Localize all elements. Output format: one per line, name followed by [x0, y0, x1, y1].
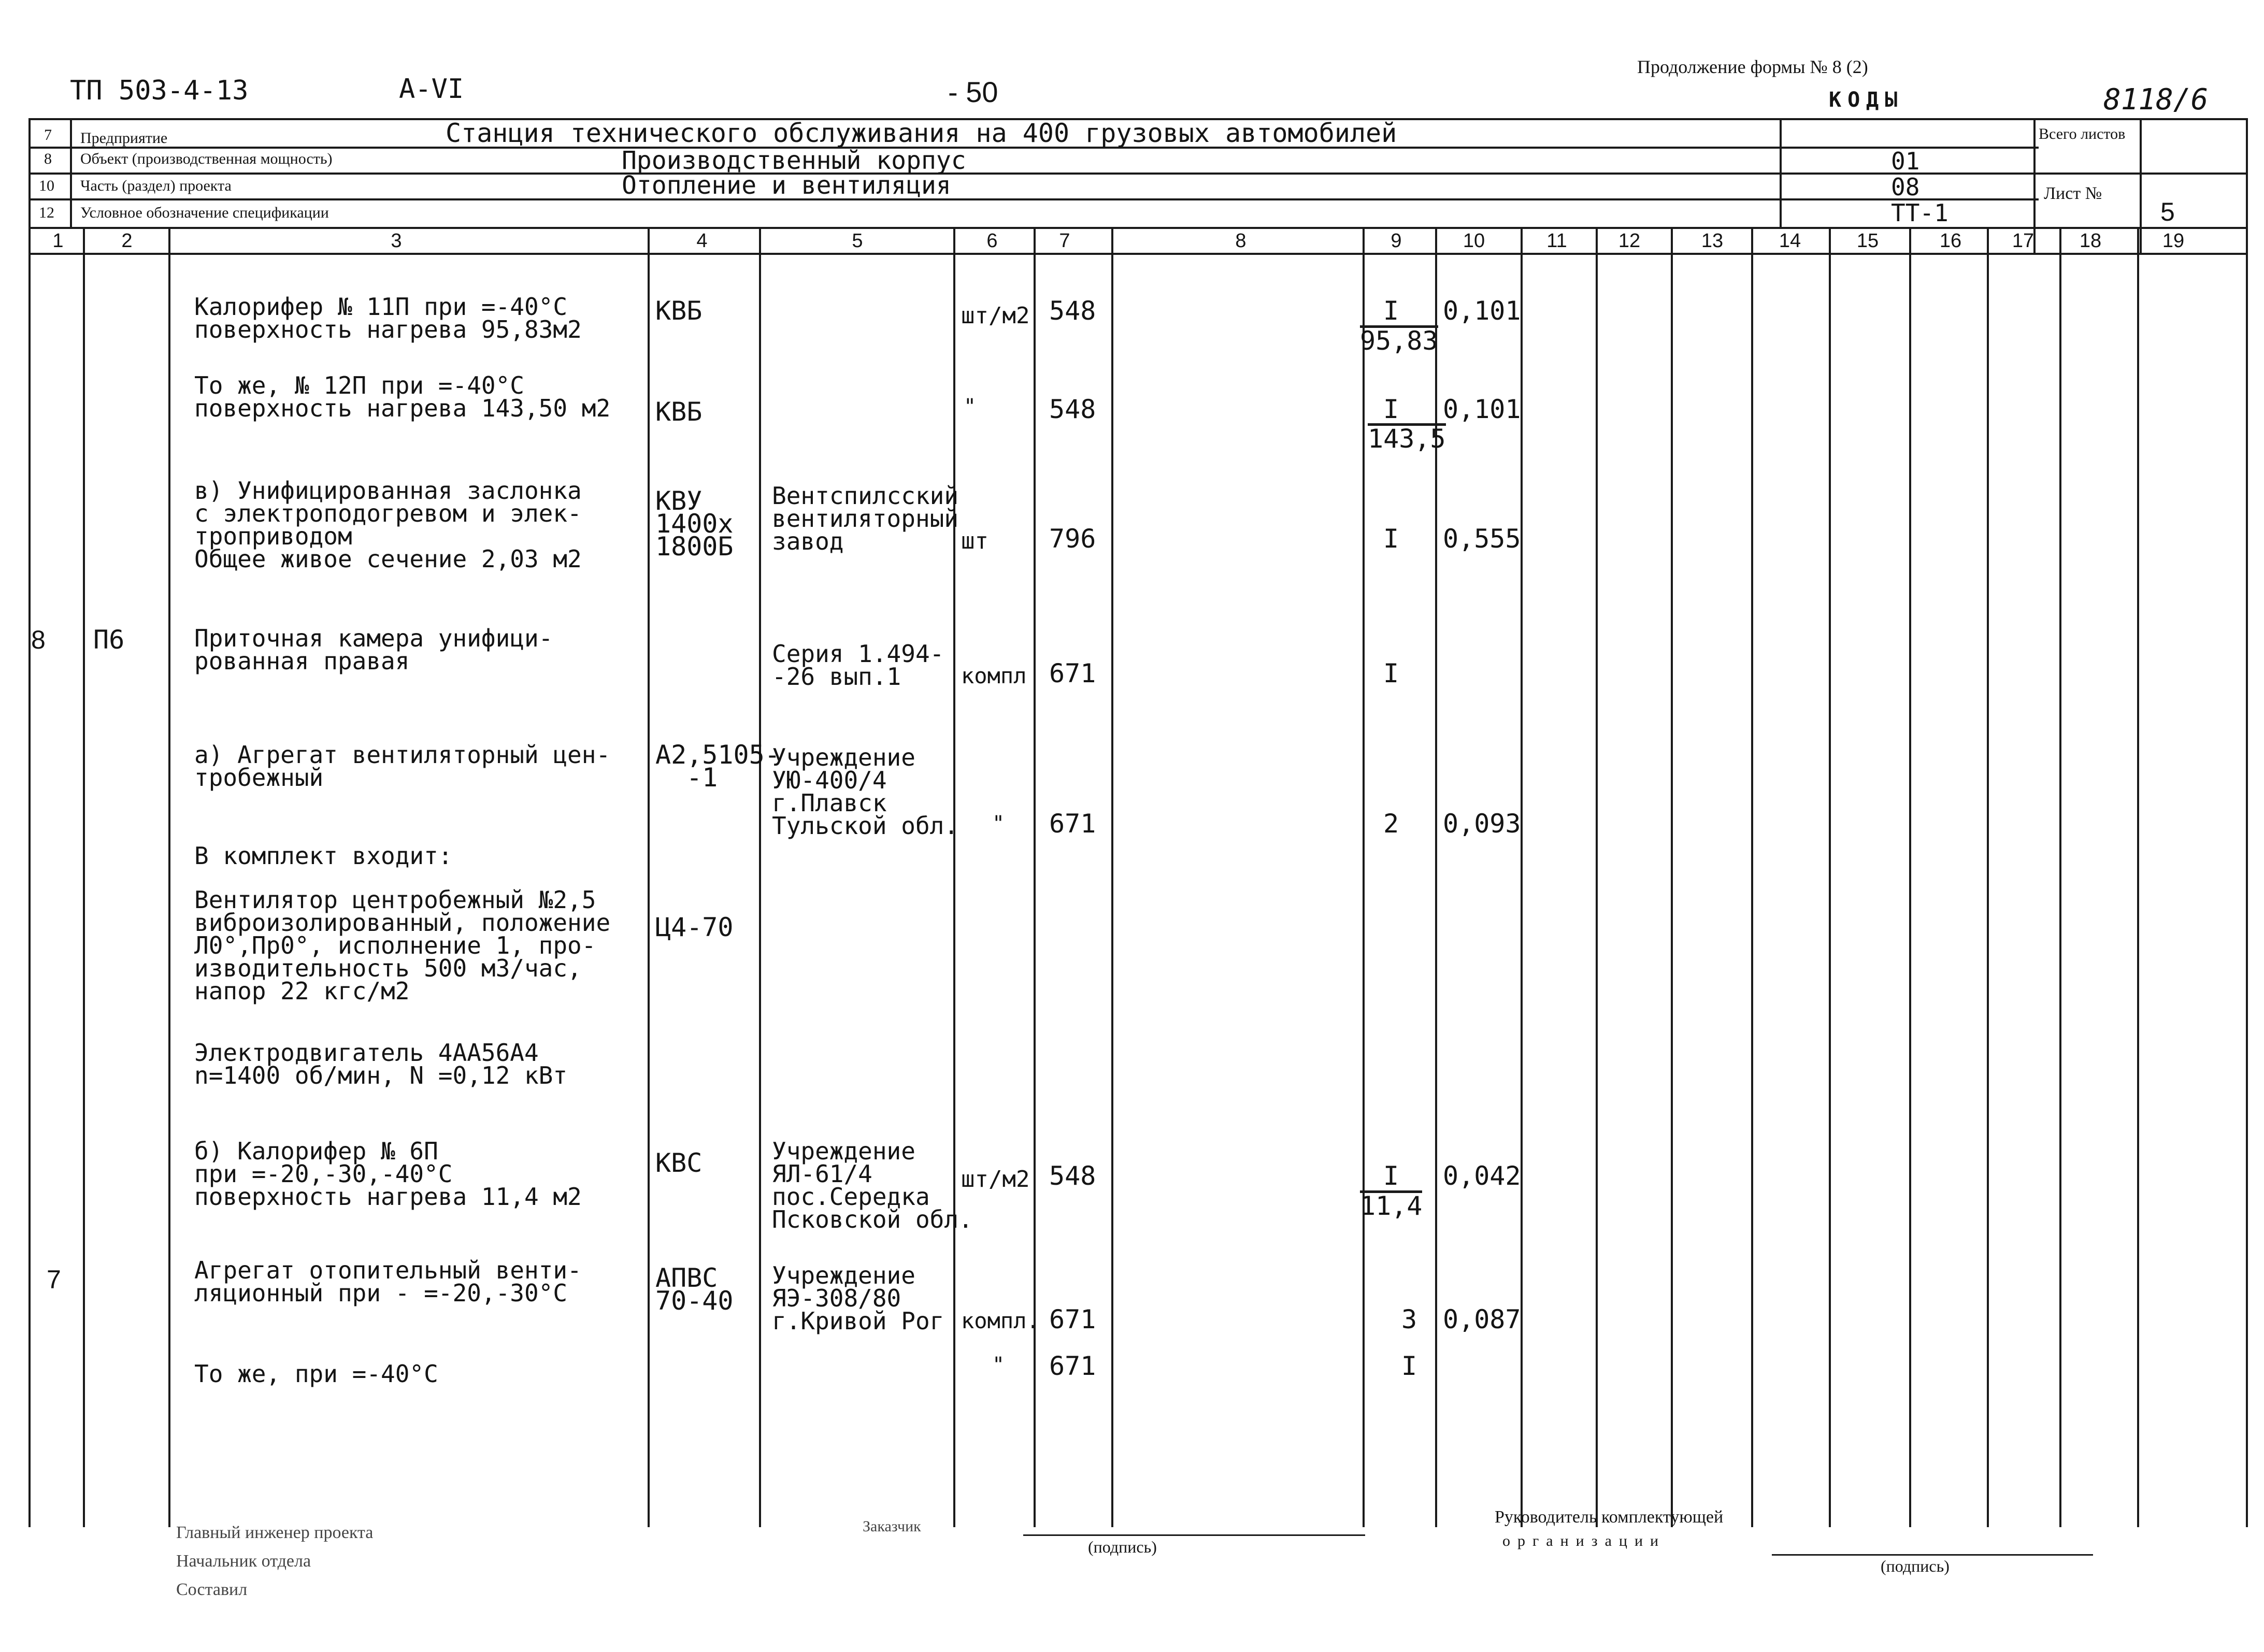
- item-description: а) Агрегат вентиляторный цен- тробежный: [194, 741, 611, 792]
- column-number: 2: [121, 230, 133, 252]
- sheet-no-label: Лист №: [2044, 184, 2102, 203]
- item-description: в) Унифицированная заслонка с электроподогревом и элек- троприводом Общее живое сечение 2,03 м2: [194, 477, 582, 573]
- item-qty: 3: [1401, 1304, 1417, 1334]
- column-line: [648, 227, 650, 1527]
- column-number: 11: [1546, 230, 1567, 252]
- item-description: Калорифер № 11П при =-40°С поверхность нагрева 95,83м2: [194, 293, 582, 343]
- sheet-no-value: 5: [2160, 197, 2175, 226]
- column-number: 14: [1779, 230, 1801, 252]
- item-manufacturer: Учреждение ЯЛ-61/4 пос.Середка Псковской обл.: [772, 1137, 973, 1233]
- header-row-label: Часть (раздел) проекта: [80, 177, 232, 194]
- supplier-signature-line: [1772, 1554, 2093, 1556]
- header-code-line: [1780, 118, 1782, 227]
- customer-signature-line: [1023, 1534, 1365, 1536]
- item-qty-top: I: [1383, 1161, 1399, 1191]
- item-pos-number: 8: [31, 625, 46, 654]
- item-code: 548: [1049, 394, 1096, 424]
- column-line: [1435, 227, 1437, 1527]
- item-description: То же, при =-40°С: [194, 1360, 438, 1388]
- item-unit: шт: [961, 528, 988, 554]
- column-number: 6: [986, 230, 998, 252]
- column-line: [28, 227, 31, 1527]
- column-number: 18: [2079, 230, 2102, 252]
- dept-head-label: Начальник отдела: [176, 1552, 311, 1571]
- item-qty-bottom: 11,4: [1360, 1191, 1423, 1221]
- item-mass: 0,087: [1443, 1304, 1521, 1334]
- item-code: 548: [1049, 296, 1096, 326]
- item-type: А2,5105- -1: [655, 740, 780, 793]
- item-code: 796: [1049, 524, 1096, 554]
- header-line-4: [28, 198, 2039, 200]
- item-code: 671: [1049, 1351, 1096, 1381]
- item-type: Ц4-70: [655, 912, 734, 942]
- item-type: КВУ 1400х 1800Б: [655, 486, 734, 562]
- column-line: [168, 227, 170, 1527]
- item-description: Агрегат отопительный венти- ляционный при - =-20,-30°С: [194, 1256, 582, 1307]
- column-line: [1751, 227, 1753, 1527]
- item-unit: компл.: [961, 1308, 1040, 1333]
- header-row-label: Условное обозначение спецификации: [80, 204, 329, 221]
- item-qty: I: [1401, 1351, 1417, 1381]
- chief-engineer-label: Главный инженер проекта: [176, 1523, 374, 1542]
- item-unit: компл: [961, 663, 1027, 688]
- header-line-5: [28, 227, 2246, 229]
- sheet-code: 8118/6: [2103, 83, 2209, 117]
- column-number: 16: [1939, 230, 1962, 252]
- column-line: [1987, 227, 1989, 1527]
- header-row-num: 7: [44, 126, 52, 143]
- compiled-label: Составил: [176, 1580, 248, 1599]
- supplier-signature-caption: (подпись): [1881, 1557, 1950, 1575]
- column-number: 17: [2012, 230, 2034, 252]
- item-qty-bottom: 143,5: [1368, 424, 1446, 454]
- column-line: [1111, 227, 1113, 1527]
- column-number: 10: [1463, 230, 1485, 252]
- header-num-line: [70, 118, 72, 227]
- header-row-label: Предприятие: [80, 130, 168, 147]
- item-type: КВБ: [655, 296, 703, 326]
- header-row-num: 12: [39, 204, 54, 221]
- column-line: [1829, 227, 1831, 1527]
- item-unit: ": [964, 395, 977, 419]
- item-manufacturer: Серия 1.494- -26 вып.1: [772, 640, 944, 691]
- column-number: 4: [696, 230, 708, 252]
- item-unit: ": [992, 812, 1005, 836]
- item-mass: 0,093: [1443, 809, 1521, 839]
- column-line: [1909, 227, 1911, 1527]
- item-qty: I: [1383, 658, 1399, 688]
- column-number: 19: [2162, 230, 2185, 252]
- column-number: 12: [1618, 230, 1641, 252]
- item-qty-top: I: [1383, 394, 1399, 424]
- column-number: 13: [1701, 230, 1724, 252]
- item-qty-top: I: [1383, 296, 1399, 326]
- header-row-value: Станция технического обслуживания на 400 грузовых автомобилей: [446, 118, 1397, 148]
- item-code: 671: [1049, 1304, 1096, 1334]
- item-qty: 2: [1383, 809, 1399, 839]
- header-row-value: Отопление и вентиляция: [622, 171, 951, 200]
- colnum-line: [28, 253, 2246, 255]
- customer-signature-caption: (подпись): [1088, 1538, 1157, 1556]
- page-number: - 50: [948, 76, 998, 108]
- column-line: [1363, 227, 1365, 1527]
- column-number: 8: [1235, 230, 1246, 252]
- item-unit: ": [992, 1353, 1005, 1377]
- item-manufacturer: Учреждение ЯЭ-308/80 г.Кривой Рог: [772, 1261, 944, 1335]
- column-line: [953, 227, 955, 1527]
- item-description: Электродвигатель 4АА56А4 n=1400 об/мин, N =0,12 кВт: [194, 1039, 568, 1089]
- header-row-code: ТТ-1: [1891, 199, 1948, 227]
- item-description: Вентилятор центробежный №2,5 виброизолированный, положение Л0°,Пр0°, исполнение 1, про- изводительность 500 м3/час, напор 22 кгс/м2: [194, 886, 611, 1005]
- item-type: КВС: [655, 1148, 703, 1178]
- form-note: Продолжение формы № 8 (2): [1637, 56, 1868, 77]
- item-qty: I: [1383, 524, 1399, 554]
- header-sheet-line: [2140, 118, 2142, 253]
- item-mark: П6: [93, 625, 125, 655]
- item-unit: шт/м2: [961, 1166, 1030, 1193]
- item-mass: 0,101: [1443, 394, 1521, 424]
- column-number: 1: [52, 230, 64, 252]
- item-mass: 0,101: [1443, 296, 1521, 326]
- header-row-code: 01: [1891, 147, 1920, 175]
- column-line: [1596, 227, 1598, 1527]
- doc-code: ТП 503-4-13: [70, 75, 249, 106]
- customer-label: Заказчик: [863, 1518, 921, 1535]
- column-line: [1521, 227, 1523, 1527]
- item-manufacturer: Вентспилсский вентиляторный завод: [772, 482, 959, 555]
- item-type: АПВС 70-40: [655, 1263, 734, 1316]
- header-row-code: 08: [1891, 173, 1920, 201]
- item-pos-number: 7: [47, 1265, 61, 1294]
- item-mass: 0,042: [1443, 1161, 1521, 1191]
- item-type: КВБ: [655, 397, 703, 427]
- header-row-label: Объект (производственная мощность): [80, 150, 333, 167]
- item-mass: 0,555: [1443, 524, 1521, 554]
- codes-title: КОДЫ: [1829, 88, 1904, 112]
- item-description: б) Калорифер № 6П при =-20,-30,-40°С поверхность нагрева 11,4 м2: [194, 1137, 582, 1211]
- total-sheets-label: Всего листов: [2039, 125, 2126, 142]
- column-line: [1671, 227, 1673, 1527]
- album-code: А-VI: [399, 74, 464, 105]
- item-code: 671: [1049, 658, 1096, 688]
- header-line-3: [28, 173, 2039, 175]
- item-qty-bottom: 95,83: [1360, 326, 1438, 356]
- column-line: [2137, 227, 2139, 1527]
- organization-label: организации: [1502, 1532, 1666, 1549]
- item-code: 671: [1049, 809, 1096, 839]
- item-unit: шт/м2: [961, 303, 1030, 329]
- item-manufacturer: Учреждение УЮ-400/4 г.Плавск Тульской обл.: [772, 743, 959, 840]
- column-line: [2246, 227, 2248, 1527]
- column-number: 5: [852, 230, 863, 252]
- column-number: 9: [1391, 230, 1402, 252]
- column-number: 15: [1856, 230, 1879, 252]
- supplier-head-label: Руководитель комплектующей: [1495, 1507, 1724, 1527]
- column-line: [83, 227, 85, 1527]
- item-description: Приточная камера унифици- рованная правая: [194, 624, 553, 675]
- column-line: [2059, 227, 2061, 1527]
- column-number: 3: [391, 230, 402, 252]
- header-row-value: Производственный корпус: [622, 146, 966, 175]
- header-row-num: 10: [39, 177, 54, 194]
- item-description: В комплект входит:: [194, 842, 453, 870]
- item-description: То же, № 12П при =-40°С поверхность нагрева 143,50 м2: [194, 371, 611, 422]
- column-number: 7: [1059, 230, 1070, 252]
- header-row-num: 8: [44, 150, 52, 167]
- item-code: 548: [1049, 1161, 1096, 1191]
- column-line: [759, 227, 761, 1527]
